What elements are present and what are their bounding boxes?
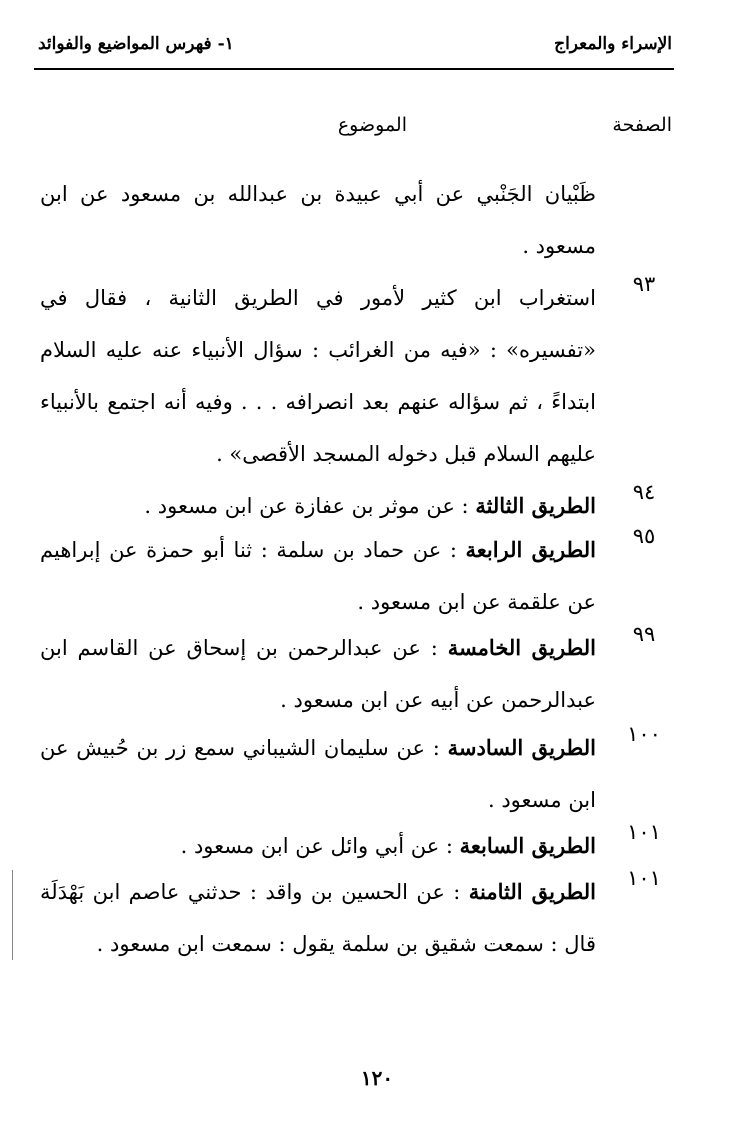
index-entry (40, 722, 672, 826)
index-entry (40, 168, 672, 272)
entry-lead: الطريق الثالثة (475, 493, 596, 518)
entry-text (40, 820, 596, 872)
entry-page-number: ١٠١ (627, 820, 661, 844)
entry-lead: الطريق الخامسة (447, 635, 596, 660)
section-title: ١- فهرس المواضيع والفوائد (38, 34, 234, 54)
entry-body: استغراب ابن كثير لأمور في الطريق الثانية ، فقال في «تفسيره» : «فيه من الغرائب : سؤال الأنبياء عنه عليه السلام ابتداءً ، ثم سؤاله عنهم بعد انصرافه . . . وفيه أنه اجتمع بالأنبياء عليهم السلام قبل دخوله المسجد الأقصى» . (40, 286, 596, 466)
entry-text (40, 272, 596, 480)
entry-body: : عن الحسين بن واقد : حدثني عاصم ابن بَهْدَلَة قال : سمعت شقيق بن سلمة يقول : سمعت ابن مسعود . (40, 880, 596, 956)
index-entry (40, 272, 672, 480)
scan-artifact (12, 870, 13, 960)
entry-text (40, 524, 596, 628)
entry-lead: الطريق الثامنة (468, 879, 596, 904)
index-entry (40, 622, 672, 726)
entry-body: : عن عبدالرحمن بن إسحاق عن القاسم ابن عبدالرحمن عن أبيه عن ابن مسعود . (40, 636, 596, 712)
topic-column-header: الموضوع (337, 114, 407, 136)
entry-page-number: ٩٥ (632, 524, 656, 548)
entry-page-number: ١٠٠ (627, 722, 661, 746)
entry-body: : عن موثر بن عفازة عن ابن مسعود . (144, 494, 476, 518)
entry-text (40, 622, 596, 726)
entry-body: : عن سليمان الشيباني سمع زر بن حُبيش عن ابن مسعود . (40, 736, 596, 812)
entry-lead: الطريق السادسة (447, 735, 596, 760)
index-entry (40, 820, 672, 872)
entry-text (40, 722, 596, 826)
entry-page-number: ٩٩ (632, 622, 656, 646)
page-number: ١٢٠ (360, 1066, 394, 1090)
entry-body: : عن حماد بن سلمة : ثنا أبو حمزة عن إبراهيم عن علقمة عن ابن مسعود . (40, 538, 596, 614)
header-rule (34, 68, 674, 70)
entry-body: ظَبْيان الجَنْبي عن أبي عبيدة بن عبدالله بن مسعود عن ابن مسعود . (40, 182, 596, 258)
entry-body: : عن أبي وائل عن ابن مسعود . (180, 834, 460, 858)
entry-lead: الطريق السابعة (459, 833, 596, 858)
entry-page-number: ٩٣ (632, 272, 656, 296)
page-column-header: الصفحة (612, 114, 672, 136)
running-head (38, 34, 672, 64)
entry-text (40, 168, 596, 272)
entry-lead: الطريق الرابعة (465, 537, 596, 562)
index-entry (40, 524, 672, 628)
entry-page-number: ١٠١ (627, 866, 661, 890)
index-entry (40, 866, 672, 970)
column-headers (38, 114, 672, 150)
entry-page-number: ٩٤ (632, 480, 656, 504)
book-title: الإسراء والمعراج (554, 34, 672, 54)
entry-text (40, 866, 596, 970)
